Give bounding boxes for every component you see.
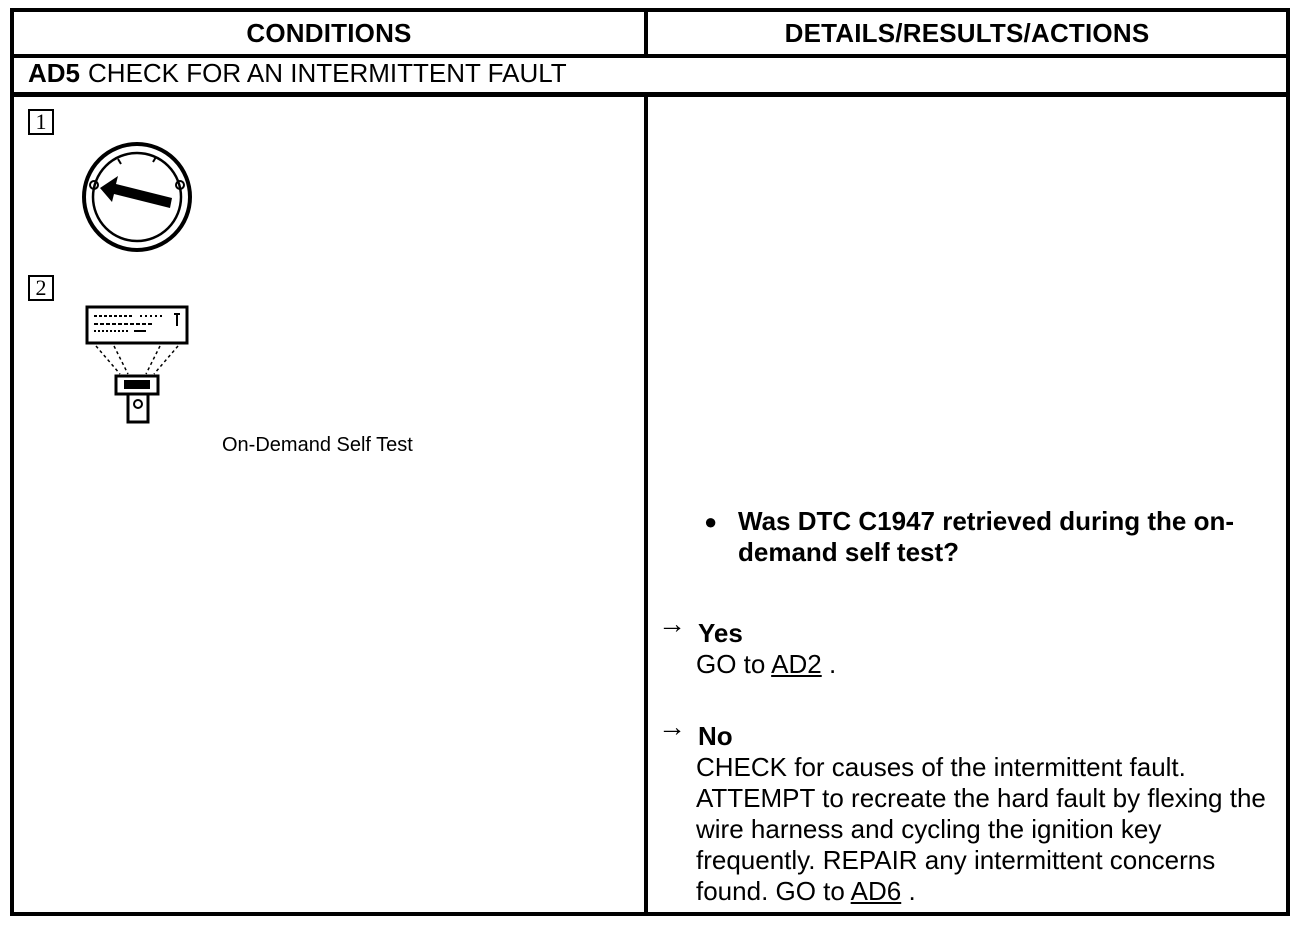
outcome-no-text-after: . (901, 876, 916, 906)
header-details: DETAILS/RESULTS/ACTIONS (784, 17, 1150, 48)
outcome-yes-text-before: GO to (696, 649, 772, 679)
outcome-no-text-before: CHECK for causes of the intermittent fault. ATTEMPT to recreate the hard fault by flexing the wire harness and cycling the ignition key frequently. REPAIR any intermittent concerns found. GO to (696, 752, 1266, 906)
table-border-right (1286, 8, 1290, 916)
link-ad6[interactable]: AD6 (850, 876, 902, 906)
question-item (704, 506, 1264, 568)
header-conditions: CONDITIONS (246, 17, 412, 48)
question-text: Was DTC C1947 retrieved during the on-demand self test? (738, 506, 1235, 567)
ignition-switch-icon (78, 140, 196, 256)
outcome-yes-label: Yes (698, 618, 743, 648)
outcome-yes-text (696, 649, 1266, 680)
arrow-right-icon: → (658, 711, 686, 742)
arrow-right-icon: → (658, 608, 686, 639)
link-ad2[interactable]: AD2 (771, 649, 822, 679)
outcome-yes-text-after: . (821, 649, 837, 679)
table-border-bottom (10, 912, 1290, 916)
outcome-no-text (696, 752, 1266, 907)
section-title (28, 56, 567, 90)
bullet-icon: ● (704, 509, 718, 534)
column-divider-body (644, 92, 648, 916)
table-border-left (10, 8, 14, 916)
section-title-text: CHECK FOR AN INTERMITTENT FAULT (88, 57, 567, 88)
title-divider (10, 92, 1290, 97)
outcome-no-label: No (698, 721, 733, 751)
step-2-caption: On-Demand Self Test (222, 434, 413, 456)
section-code: AD5 (28, 57, 81, 88)
scan-tool-icon (84, 304, 192, 426)
step-1-number: 1 (28, 109, 54, 135)
step-2-number: 2 (28, 275, 54, 301)
